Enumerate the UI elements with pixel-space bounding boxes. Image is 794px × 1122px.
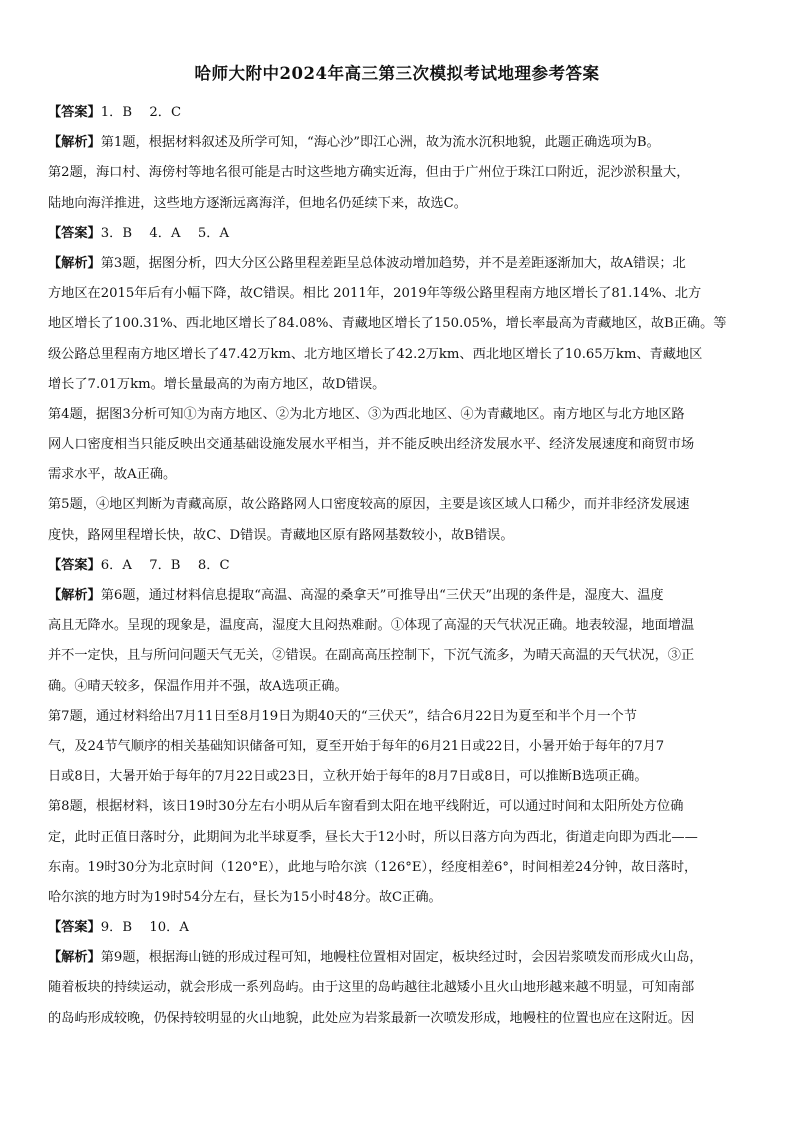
line-text: 哈尔滨的地方时为19时54分左右，昼长为15小时48分。故C正确。	[48, 889, 442, 905]
line-text: 的岛屿形成较晚，仍保持较明显的火山地貌，此处应为岩浆最新一次喷发形成，地幔柱的位置也应在这附近。因	[48, 1010, 695, 1026]
line-text: 6．A 7．B 8．C	[100, 557, 230, 573]
text-line	[48, 128, 746, 158]
line-text: 第2题，海口村、海傍村等地名很可能是古时这些地方确实近海，但由于广州位于珠江口附近，泥沙淤积量大，	[48, 165, 690, 181]
line-text: 并不一定快，且与所问问题天气无关，②错误。在副高高压控制下，下沉气流多，为晴天高温的天气状况，③正	[48, 648, 695, 664]
text-line	[48, 913, 746, 943]
line-text: 第4题，据图3分析可知①为南方地区、②为北方地区、③为西北地区、④为青藏地区。南方地区与北方地区路	[48, 406, 685, 422]
section-tag: 【解析】	[48, 950, 101, 966]
text-line	[48, 732, 746, 762]
text-line	[48, 581, 746, 611]
text-line	[48, 189, 746, 219]
line-text: 网人口密度相当只能反映出交通基础设施发展水平相当，并不能反映出经济发展水平、经济发展速度和商贸市场	[48, 437, 695, 453]
line-text: 确。④晴天较多，保温作用并不强，故A选项正确。	[48, 678, 348, 694]
text-line	[48, 400, 746, 430]
line-text: 3．B 4．A 5．A	[100, 225, 229, 241]
line-text: 第1题，根据材料叙述及所学可知，“海心沙”即江心洲，故为流水沉积地貌，此题正确选项为B。	[100, 135, 660, 151]
text-line	[48, 370, 746, 400]
text-line	[48, 309, 746, 339]
text-line	[48, 158, 746, 188]
line-text: 级公路总里程南方地区增长了47.42万km、北方地区增长了42.2万km、西北地区增长了10.65万km、青藏地区	[48, 346, 703, 362]
text-line	[48, 702, 746, 732]
line-text: 第5题，④地区判断为青藏高原，故公路路网人口密度较高的原因，主要是该区域人口稀少，而并非经济发展速	[48, 497, 690, 513]
line-text: 高且无降水。呈现的现象是，温度高，湿度大且闷热难耐。①体现了高湿的天气状况正确。地表较湿，地面增温	[48, 618, 695, 634]
text-line	[48, 1004, 746, 1034]
line-text: 定，此时正值日落时分，此期间为北半球夏季，昼长大于12小时，所以日落方向为西北，街道走向即为西北——	[48, 829, 698, 845]
text-line	[48, 279, 746, 309]
text-line	[48, 430, 746, 460]
section-tag: 【答案】	[48, 225, 101, 241]
text-line	[48, 762, 746, 792]
text-line	[48, 672, 746, 702]
line-text: 东南。19时30分为北京时间（120°E），此地与哈尔滨（126°E），经度相差6°，时间相差24分钟，故日落时，	[48, 859, 698, 875]
text-line	[48, 249, 746, 279]
text-line	[48, 521, 746, 551]
section-tag: 【答案】	[48, 105, 101, 120]
line-text: 气，及24节气顺序的相关基础知识储备可知，夏至开始于每年的6月21日或22日，小暑开始于每年的7月7	[48, 738, 665, 754]
line-text: 1．B 2．C	[100, 105, 182, 120]
line-text: 日或8日，大暑开始于每年的7月22日或23日，立秋开始于每年的8月7日或8日，可以推断B选项正确。	[48, 769, 648, 785]
text-line	[48, 943, 746, 973]
text-line	[48, 823, 746, 853]
text-line	[48, 853, 746, 883]
text-line	[48, 611, 746, 641]
line-text: 第3题，据图分析，四大分区公路里程差距呈总体波动增加趋势，并不是差距逐渐加大，故A错误；北	[100, 255, 686, 271]
line-text: 陆地向海洋推进，这些地方逐渐远离海洋，但地名仍延续下来，故选C。	[48, 195, 467, 211]
text-line	[48, 792, 746, 822]
text-line	[48, 641, 746, 671]
section-tag: 【解析】	[48, 135, 101, 151]
section-tag: 【答案】	[48, 557, 101, 573]
text-line	[48, 883, 746, 913]
line-text: 度快，路网里程增长快，故C、D错误。青藏地区原有路网基数较小，故B错误。	[48, 527, 514, 543]
line-text: 第7题，通过材料给出7月11日至8月19日为期40天的“三伏天”，结合6月22日为夏至和半个月一个节	[48, 708, 637, 724]
text-line	[48, 551, 746, 581]
text-line	[48, 973, 746, 1003]
text-line	[48, 460, 746, 490]
text-line	[48, 490, 746, 520]
line-text: 第6题，通过材料信息提取“高温、高湿的桑拿天”可推导出“三伏天”出现的条件是，湿度大、温度	[100, 588, 664, 603]
text-line	[48, 98, 746, 128]
document-body	[48, 98, 746, 1034]
text-line	[48, 219, 746, 249]
line-text: 第8题，根据材料，该日19时30分左右小明从后车窗看到太阳在地平线附近，可以通过时间和太阳所处方位确	[48, 799, 684, 815]
line-text: 方地区在2015年后有小幅下降，故C错误。相比 2011年，2019年等级公路里程南方地区增长了81.14%、北方	[48, 286, 702, 302]
section-tag: 【解析】	[48, 588, 101, 603]
line-text: 随着板块的持续运动，就会形成一系列岛屿。由于这里的岛屿越往北越矮小且火山地形越来越不明显，可知南部	[48, 980, 695, 996]
line-text: 9．B 10．A	[100, 920, 189, 936]
line-text: 增长了7.01万km。增长量最高的为南方地区，故D错误。	[48, 376, 386, 392]
section-tag: 【答案】	[48, 920, 101, 936]
text-line	[48, 340, 746, 370]
line-text: 需求水平，故A正确。	[48, 467, 177, 483]
line-text: 地区增长了100.31%、西北地区增长了84.08%、青藏地区增长了150.05%，增长率最高为青藏地区，故B正确。等	[48, 316, 727, 332]
line-text: 第9题，根据海山链的形成过程可知，地幔柱位置相对固定，板块经过时，会因岩浆喷发而形成火山岛，	[100, 950, 703, 966]
page-title: 哈师大附中2024年高三第三次模拟考试地理参考答案	[194, 64, 600, 83]
section-tag: 【解析】	[48, 255, 101, 271]
